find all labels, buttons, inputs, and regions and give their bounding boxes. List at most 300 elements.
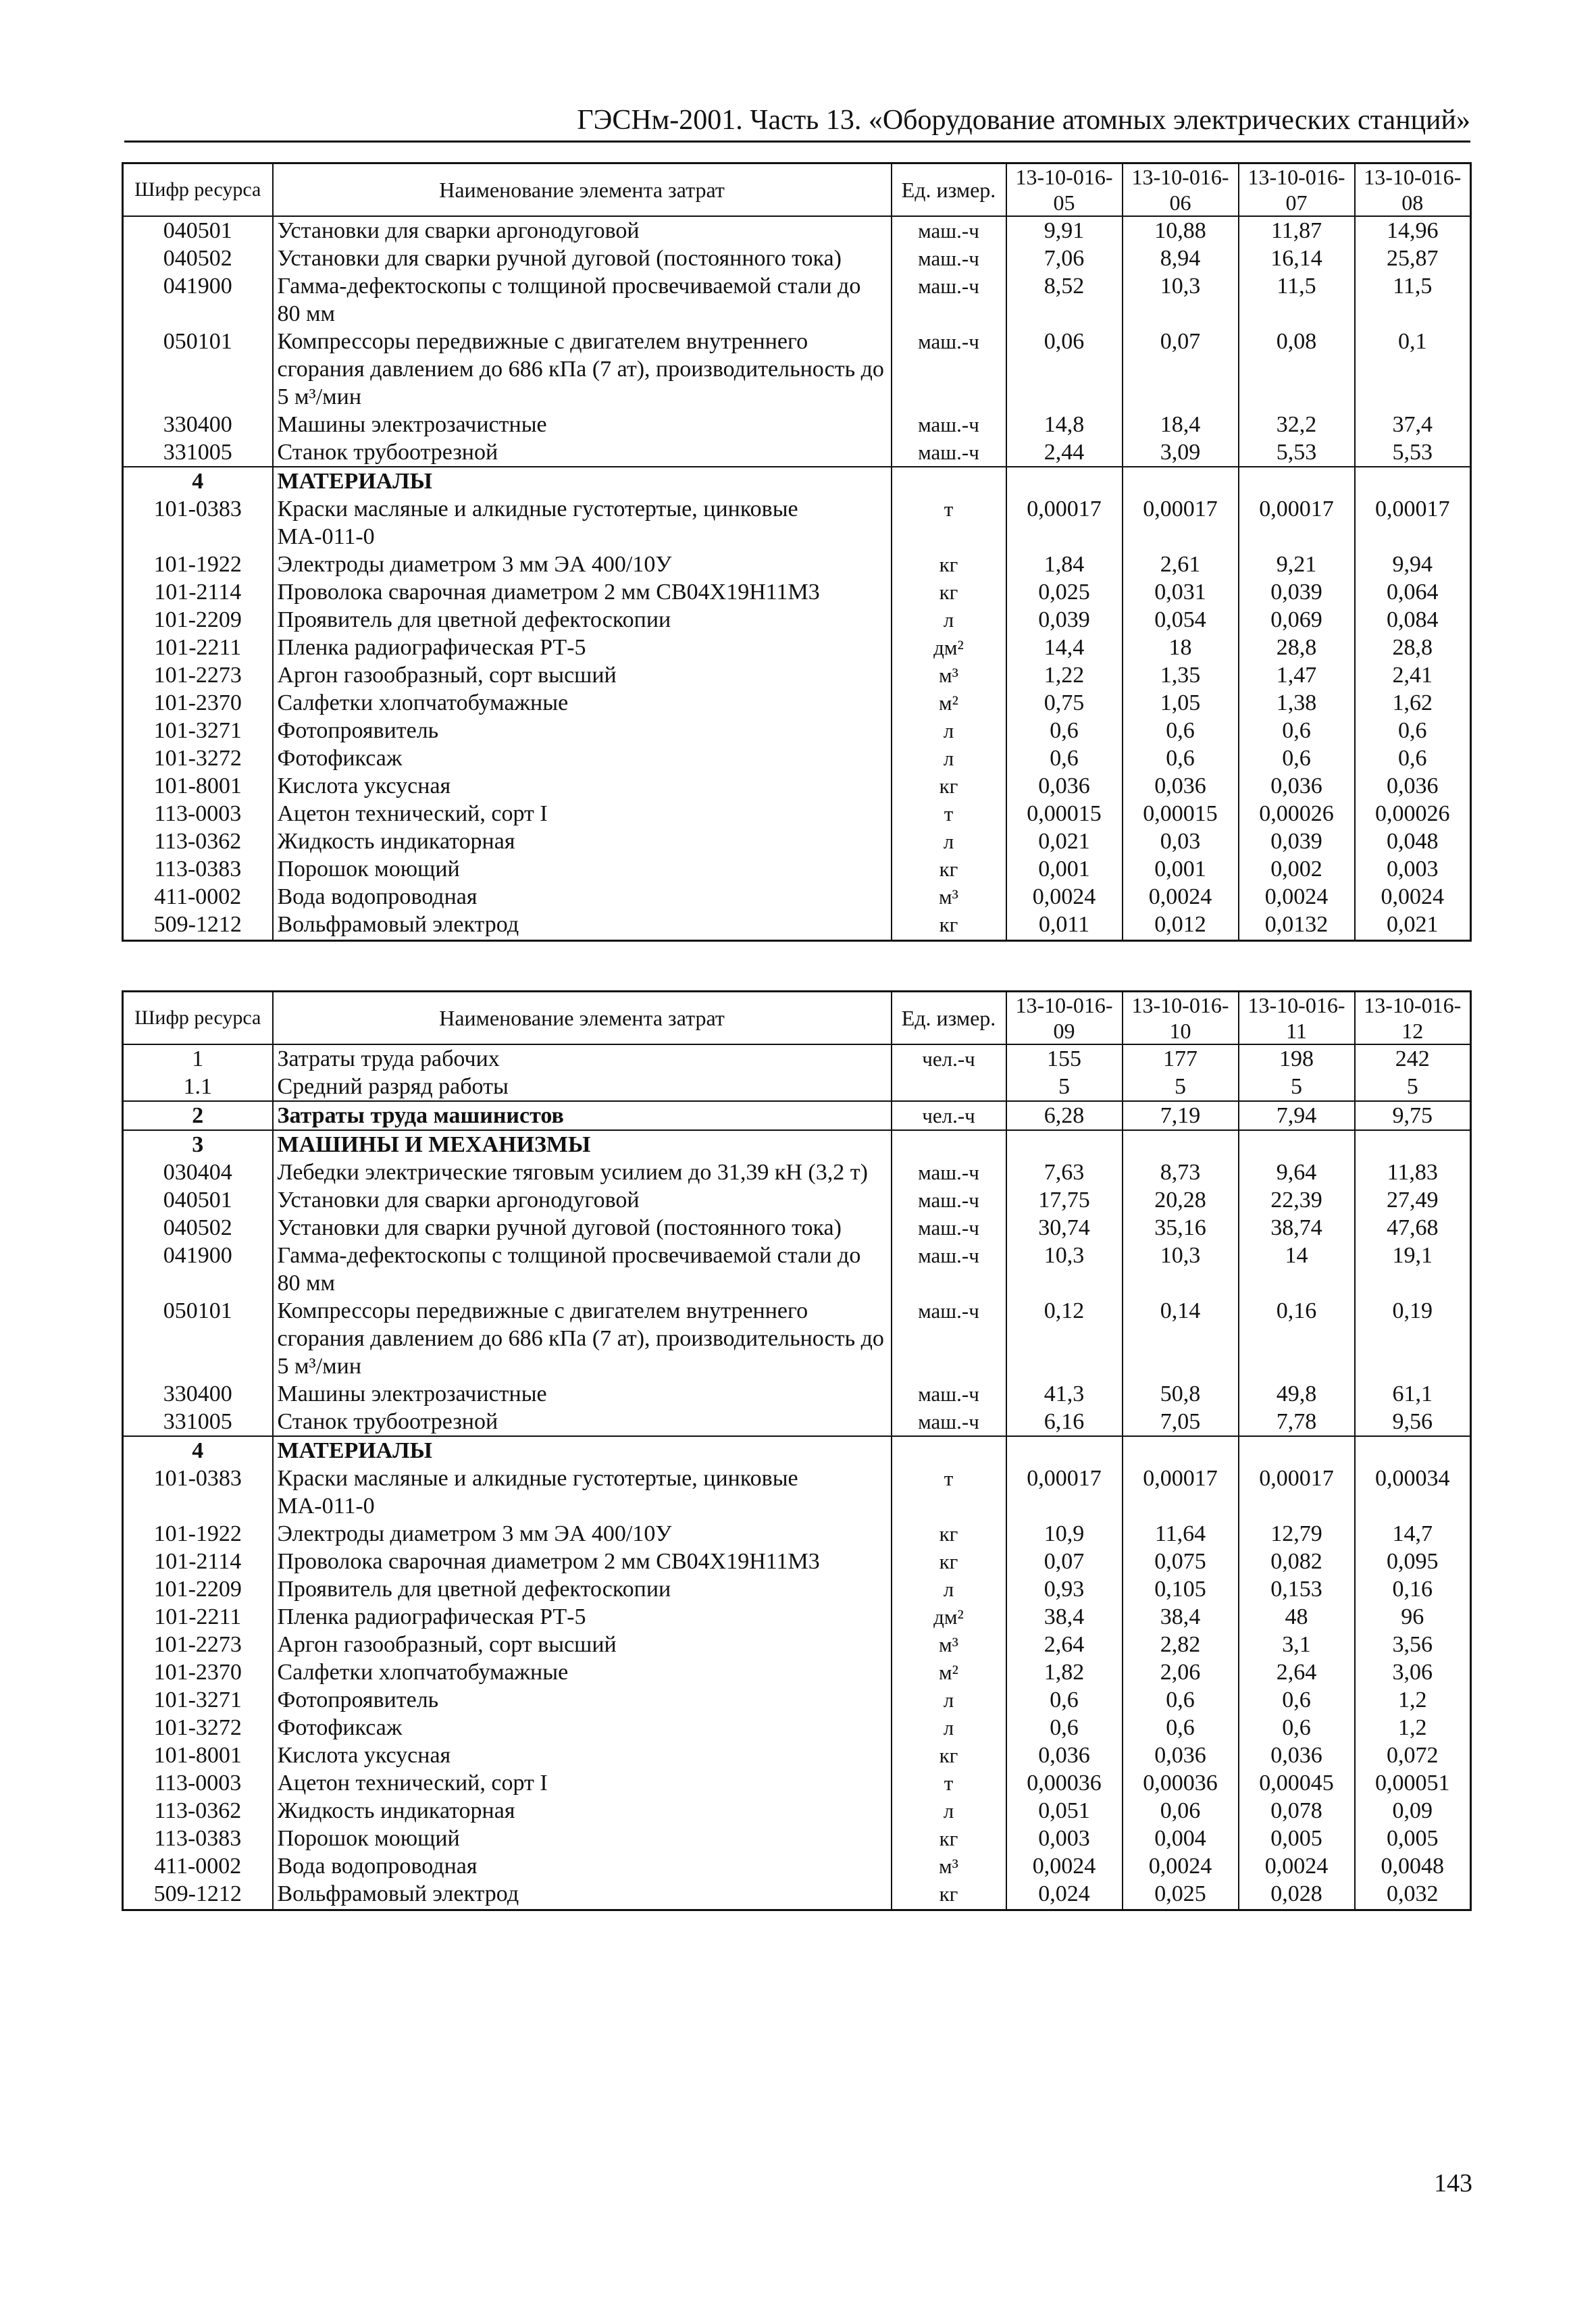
unit-cell: л bbox=[892, 1714, 1006, 1742]
value-cell: 0,025 bbox=[1006, 578, 1123, 606]
value-cell: 0,00036 bbox=[1006, 1769, 1123, 1797]
value-cell: 0,19 bbox=[1355, 1297, 1471, 1380]
value-cell bbox=[1123, 1130, 1239, 1159]
resource-name-cell: Проволока сварочная диаметром 2 мм СВ04Х19Н11М3 bbox=[273, 1548, 892, 1575]
table-header bbox=[123, 163, 1471, 217]
resource-name-cell: Лебедки электрические тяговым усилием до 31,39 кН (3,2 т) bbox=[273, 1159, 892, 1186]
value-cell: 2,82 bbox=[1123, 1631, 1239, 1658]
value-cell: 38,4 bbox=[1006, 1603, 1123, 1631]
resource-name-cell: Компрессоры передвижные с двигателем внутреннего сгорания давлением до 686 кПа (7 ат), производительность до 5 м³/мин bbox=[273, 328, 892, 411]
unit-cell: м³ bbox=[892, 883, 1006, 911]
resource-name-cell: Порошок моющий bbox=[273, 1825, 892, 1852]
value-cell: 0,0024 bbox=[1123, 1852, 1239, 1880]
value-cell: 8,94 bbox=[1123, 245, 1239, 272]
value-cell: 2,41 bbox=[1355, 661, 1471, 689]
unit-cell: маш.-ч bbox=[892, 1297, 1006, 1380]
value-cell: 0,00026 bbox=[1355, 800, 1471, 828]
value-cell: 0,00034 bbox=[1355, 1465, 1471, 1520]
value-cell: 0,00017 bbox=[1355, 495, 1471, 551]
value-cell: 7,63 bbox=[1006, 1159, 1123, 1186]
column-header-name: Наименование элемента затрат bbox=[273, 992, 892, 1045]
value-cell: 10,88 bbox=[1123, 216, 1239, 245]
resource-code-cell: 101-2370 bbox=[123, 1658, 273, 1686]
unit-cell: маш.-ч bbox=[892, 245, 1006, 272]
table-row bbox=[123, 551, 1471, 578]
table-row bbox=[123, 245, 1471, 272]
value-cell: 0,0132 bbox=[1239, 911, 1355, 941]
resource-name-cell: Машины электрозачистные bbox=[273, 1380, 892, 1408]
value-cell: 0,00017 bbox=[1239, 1465, 1355, 1520]
resource-code-cell: 113-0362 bbox=[123, 1797, 273, 1825]
resource-code-cell: 3 bbox=[123, 1130, 273, 1159]
resource-code-cell: 101-8001 bbox=[123, 772, 273, 800]
value-cell: 25,87 bbox=[1355, 245, 1471, 272]
table-row bbox=[123, 744, 1471, 772]
unit-cell: т bbox=[892, 800, 1006, 828]
resource-code-cell: 331005 bbox=[123, 438, 273, 467]
resource-code-cell: 030404 bbox=[123, 1159, 273, 1186]
value-cell: 22,39 bbox=[1239, 1186, 1355, 1214]
value-cell: 5 bbox=[1355, 1073, 1471, 1101]
table-row bbox=[123, 1130, 1471, 1159]
resource-name-cell: Аргон газообразный, сорт высший bbox=[273, 1631, 892, 1658]
resource-code-cell: 113-0003 bbox=[123, 800, 273, 828]
value-cell: 0,6 bbox=[1355, 717, 1471, 744]
value-cell: 0,036 bbox=[1355, 772, 1471, 800]
resource-code-cell: 040502 bbox=[123, 1214, 273, 1242]
value-cell: 1,2 bbox=[1355, 1686, 1471, 1714]
value-cell: 0,09 bbox=[1355, 1797, 1471, 1825]
resource-code-cell: 040502 bbox=[123, 245, 273, 272]
value-cell: 0,025 bbox=[1123, 1880, 1239, 1910]
value-cell: 0,011 bbox=[1006, 911, 1123, 941]
table-row bbox=[123, 1214, 1471, 1242]
unit-cell: маш.-ч bbox=[892, 411, 1006, 438]
value-cell: 1,62 bbox=[1355, 689, 1471, 717]
resource-name-cell: Установки для сварки аргонодуговой bbox=[273, 1186, 892, 1214]
resource-name-cell: Проволока сварочная диаметром 2 мм СВ04Х19Н11М3 bbox=[273, 578, 892, 606]
table-row bbox=[123, 1044, 1471, 1073]
value-cell: 0,75 bbox=[1006, 689, 1123, 717]
resource-name-cell: Гамма-дефектоскопы с толщиной просвечиваемой стали до 80 мм bbox=[273, 272, 892, 328]
resource-code-cell: 101-8001 bbox=[123, 1742, 273, 1769]
value-cell: 0,00015 bbox=[1006, 800, 1123, 828]
table-row bbox=[123, 328, 1471, 411]
value-cell: 0,004 bbox=[1123, 1825, 1239, 1852]
column-header-norm: 13-10-016-09 bbox=[1006, 992, 1123, 1045]
unit-cell: кг bbox=[892, 911, 1006, 941]
resource-name-cell: Пленка радиографическая РТ-5 bbox=[273, 1603, 892, 1631]
value-cell: 0,6 bbox=[1123, 717, 1239, 744]
value-cell: 155 bbox=[1006, 1044, 1123, 1073]
document-title: ГЭСНм-2001. Часть 13. «Оборудование атомных электрических станций» bbox=[577, 105, 1470, 136]
value-cell: 35,16 bbox=[1123, 1214, 1239, 1242]
resource-code-cell: 101-0383 bbox=[123, 1465, 273, 1520]
value-cell: 14,7 bbox=[1355, 1520, 1471, 1548]
resource-name-cell: Жидкость индикаторная bbox=[273, 828, 892, 855]
value-cell: 14,8 bbox=[1006, 411, 1123, 438]
resource-code-cell: 101-2211 bbox=[123, 634, 273, 661]
unit-cell: м² bbox=[892, 689, 1006, 717]
unit-cell: чел.-ч bbox=[892, 1044, 1006, 1073]
value-cell: 0,07 bbox=[1006, 1548, 1123, 1575]
table-row bbox=[123, 1101, 1471, 1130]
value-cell: 14 bbox=[1239, 1242, 1355, 1297]
table-row bbox=[123, 438, 1471, 467]
resource-name-cell: Проявитель для цветной дефектоскопии bbox=[273, 1575, 892, 1603]
value-cell: 10,3 bbox=[1123, 272, 1239, 328]
column-header-unit: Ед. измер. bbox=[892, 163, 1006, 217]
table-row bbox=[123, 1880, 1471, 1910]
table-row bbox=[123, 1297, 1471, 1380]
resource-name-cell: Затраты труда машинистов bbox=[273, 1101, 892, 1130]
value-cell: 96 bbox=[1355, 1603, 1471, 1631]
resource-code-cell: 331005 bbox=[123, 1408, 273, 1436]
resource-name-cell: Средний разряд работы bbox=[273, 1073, 892, 1101]
resource-code-cell: 4 bbox=[123, 1436, 273, 1465]
value-cell: 0,12 bbox=[1006, 1297, 1123, 1380]
unit-cell: кг bbox=[892, 551, 1006, 578]
value-cell: 0,14 bbox=[1123, 1297, 1239, 1380]
resource-code-cell: 040501 bbox=[123, 216, 273, 245]
value-cell: 16,14 bbox=[1239, 245, 1355, 272]
unit-cell: м³ bbox=[892, 1852, 1006, 1880]
unit-cell: л bbox=[892, 1686, 1006, 1714]
value-cell: 14,4 bbox=[1006, 634, 1123, 661]
value-cell: 17,75 bbox=[1006, 1186, 1123, 1214]
unit-cell: кг bbox=[892, 1880, 1006, 1910]
value-cell: 0,078 bbox=[1239, 1797, 1355, 1825]
unit-cell: маш.-ч bbox=[892, 1408, 1006, 1436]
table-row bbox=[123, 606, 1471, 634]
value-cell: 0,6 bbox=[1006, 744, 1123, 772]
table-row bbox=[123, 1242, 1471, 1297]
value-cell bbox=[1355, 467, 1471, 495]
value-cell: 2,64 bbox=[1239, 1658, 1355, 1686]
value-cell: 0,0024 bbox=[1006, 1852, 1123, 1880]
value-cell bbox=[1355, 1130, 1471, 1159]
resource-name-cell: Аргон газообразный, сорт высший bbox=[273, 661, 892, 689]
value-cell: 0,6 bbox=[1006, 1714, 1123, 1742]
unit-cell: т bbox=[892, 495, 1006, 551]
unit-cell: маш.-ч bbox=[892, 1186, 1006, 1214]
resource-name-cell: Фотофиксаж bbox=[273, 744, 892, 772]
value-cell: 0,06 bbox=[1123, 1797, 1239, 1825]
unit-cell: маш.-ч bbox=[892, 1159, 1006, 1186]
value-cell: 11,5 bbox=[1355, 272, 1471, 328]
resource-name-cell: Пленка радиографическая РТ-5 bbox=[273, 634, 892, 661]
value-cell: 0,6 bbox=[1123, 1714, 1239, 1742]
value-cell: 5,53 bbox=[1355, 438, 1471, 467]
value-cell: 3,1 bbox=[1239, 1631, 1355, 1658]
value-cell: 0,021 bbox=[1006, 828, 1123, 855]
value-cell: 1,47 bbox=[1239, 661, 1355, 689]
value-cell: 0,032 bbox=[1355, 1880, 1471, 1910]
table-row bbox=[123, 411, 1471, 438]
value-cell: 0,039 bbox=[1006, 606, 1123, 634]
value-cell: 10,3 bbox=[1006, 1242, 1123, 1297]
table-row bbox=[123, 1159, 1471, 1186]
value-cell: 0,036 bbox=[1239, 772, 1355, 800]
value-cell: 49,8 bbox=[1239, 1380, 1355, 1408]
resource-code-cell: 101-1922 bbox=[123, 1520, 273, 1548]
table-row bbox=[123, 1631, 1471, 1658]
value-cell: 0,00017 bbox=[1006, 495, 1123, 551]
value-cell: 1,05 bbox=[1123, 689, 1239, 717]
table-row bbox=[123, 1436, 1471, 1465]
resource-code-cell: 041900 bbox=[123, 1242, 273, 1297]
value-cell: 28,8 bbox=[1239, 634, 1355, 661]
unit-cell: кг bbox=[892, 1548, 1006, 1575]
resource-code-cell: 101-2209 bbox=[123, 606, 273, 634]
value-cell: 2,64 bbox=[1006, 1631, 1123, 1658]
value-cell: 3,56 bbox=[1355, 1631, 1471, 1658]
value-cell: 0,0024 bbox=[1355, 883, 1471, 911]
value-cell: 0,005 bbox=[1355, 1825, 1471, 1852]
value-cell: 28,8 bbox=[1355, 634, 1471, 661]
value-cell: 0,00017 bbox=[1239, 495, 1355, 551]
unit-cell: маш.-ч bbox=[892, 328, 1006, 411]
unit-cell: маш.-ч bbox=[892, 438, 1006, 467]
unit-cell: м³ bbox=[892, 661, 1006, 689]
value-cell: 0,07 bbox=[1123, 328, 1239, 411]
value-cell: 41,3 bbox=[1006, 1380, 1123, 1408]
resource-name-cell: Жидкость индикаторная bbox=[273, 1797, 892, 1825]
value-cell: 0,039 bbox=[1239, 828, 1355, 855]
resource-code-cell: 1.1 bbox=[123, 1073, 273, 1101]
table-row bbox=[123, 661, 1471, 689]
value-cell bbox=[1239, 467, 1355, 495]
value-cell: 7,19 bbox=[1123, 1101, 1239, 1130]
resource-name-cell: Электроды диаметром 3 мм ЭА 400/10У bbox=[273, 551, 892, 578]
value-cell: 0,036 bbox=[1006, 772, 1123, 800]
resource-name-cell: Машины электрозачистные bbox=[273, 411, 892, 438]
resource-name-cell: Кислота уксусная bbox=[273, 1742, 892, 1769]
resource-code-cell: 411-0002 bbox=[123, 1852, 273, 1880]
unit-cell: чел.-ч bbox=[892, 1101, 1006, 1130]
resource-code-cell: 330400 bbox=[123, 411, 273, 438]
resource-code-cell: 411-0002 bbox=[123, 883, 273, 911]
resource-name-cell: Фотопроявитель bbox=[273, 717, 892, 744]
resource-code-cell: 509-1212 bbox=[123, 911, 273, 941]
value-cell: 177 bbox=[1123, 1044, 1239, 1073]
table-row bbox=[123, 495, 1471, 551]
value-cell: 0,08 bbox=[1239, 328, 1355, 411]
resource-code-cell: 101-2273 bbox=[123, 661, 273, 689]
table-row bbox=[123, 855, 1471, 883]
value-cell: 7,94 bbox=[1239, 1101, 1355, 1130]
value-cell: 9,21 bbox=[1239, 551, 1355, 578]
value-cell: 0,6 bbox=[1006, 1686, 1123, 1714]
value-cell: 0,0048 bbox=[1355, 1852, 1471, 1880]
unit-cell: кг bbox=[892, 855, 1006, 883]
value-cell: 0,005 bbox=[1239, 1825, 1355, 1852]
value-cell: 11,83 bbox=[1355, 1159, 1471, 1186]
resource-code-cell: 101-2370 bbox=[123, 689, 273, 717]
value-cell: 18,4 bbox=[1123, 411, 1239, 438]
value-cell: 18 bbox=[1123, 634, 1239, 661]
unit-cell bbox=[892, 467, 1006, 495]
value-cell: 0,021 bbox=[1355, 911, 1471, 941]
table-row bbox=[123, 1742, 1471, 1769]
unit-cell: м³ bbox=[892, 1631, 1006, 1658]
column-header-norm: 13-10-016-06 bbox=[1123, 163, 1239, 217]
value-cell: 0,036 bbox=[1123, 1742, 1239, 1769]
value-cell: 0,6 bbox=[1006, 717, 1123, 744]
resource-code-cell: 101-2209 bbox=[123, 1575, 273, 1603]
value-cell: 0,00036 bbox=[1123, 1769, 1239, 1797]
table-row bbox=[123, 1852, 1471, 1880]
value-cell: 0,6 bbox=[1123, 744, 1239, 772]
unit-cell: л bbox=[892, 1575, 1006, 1603]
value-cell: 0,001 bbox=[1006, 855, 1123, 883]
value-cell: 0,93 bbox=[1006, 1575, 1123, 1603]
value-cell: 0,051 bbox=[1006, 1797, 1123, 1825]
value-cell: 0,082 bbox=[1239, 1548, 1355, 1575]
value-cell: 9,56 bbox=[1355, 1408, 1471, 1436]
unit-cell bbox=[892, 1436, 1006, 1465]
value-cell: 7,06 bbox=[1006, 245, 1123, 272]
value-cell: 0,1 bbox=[1355, 328, 1471, 411]
resource-name-cell: Салфетки хлопчатобумажные bbox=[273, 689, 892, 717]
value-cell: 5,53 bbox=[1239, 438, 1355, 467]
value-cell: 0,06 bbox=[1006, 328, 1123, 411]
value-cell: 9,64 bbox=[1239, 1159, 1355, 1186]
unit-cell: кг bbox=[892, 1520, 1006, 1548]
value-cell: 242 bbox=[1355, 1044, 1471, 1073]
value-cell: 1,38 bbox=[1239, 689, 1355, 717]
value-cell bbox=[1355, 1436, 1471, 1465]
page-number: 143 bbox=[1434, 2169, 1472, 2197]
value-cell: 0,002 bbox=[1239, 855, 1355, 883]
table-header bbox=[123, 992, 1471, 1045]
value-cell: 198 bbox=[1239, 1044, 1355, 1073]
table-row bbox=[123, 578, 1471, 606]
resource-name-cell: Фотопроявитель bbox=[273, 1686, 892, 1714]
resource-name-cell: Компрессоры передвижные с двигателем внутреннего сгорания давлением до 686 кПа (7 ат), производительность до 5 м³/мин bbox=[273, 1297, 892, 1380]
unit-cell: маш.-ч bbox=[892, 1242, 1006, 1297]
unit-cell: кг bbox=[892, 578, 1006, 606]
unit-cell: л bbox=[892, 1797, 1006, 1825]
value-cell: 0,6 bbox=[1239, 717, 1355, 744]
unit-cell: т bbox=[892, 1465, 1006, 1520]
value-cell: 0,012 bbox=[1123, 911, 1239, 941]
resource-code-cell: 101-2114 bbox=[123, 1548, 273, 1575]
value-cell: 5 bbox=[1239, 1073, 1355, 1101]
table-row bbox=[123, 1408, 1471, 1436]
value-cell: 0,095 bbox=[1355, 1548, 1471, 1575]
value-cell: 0,069 bbox=[1239, 606, 1355, 634]
table-row bbox=[123, 634, 1471, 661]
resource-name-cell: Краски масляные и алкидные густотертые, цинковые МА-011-0 bbox=[273, 495, 892, 551]
value-cell: 20,28 bbox=[1123, 1186, 1239, 1214]
table-row bbox=[123, 216, 1471, 245]
value-cell: 0,036 bbox=[1123, 772, 1239, 800]
value-cell: 0,001 bbox=[1123, 855, 1239, 883]
table-row bbox=[123, 1686, 1471, 1714]
resource-name-cell: Фотофиксаж bbox=[273, 1714, 892, 1742]
resource-code-cell: 101-2114 bbox=[123, 578, 273, 606]
value-cell: 1,22 bbox=[1006, 661, 1123, 689]
unit-cell bbox=[892, 1073, 1006, 1101]
resource-code-cell: 101-3271 bbox=[123, 717, 273, 744]
value-cell bbox=[1239, 1130, 1355, 1159]
resource-code-cell: 040501 bbox=[123, 1186, 273, 1214]
value-cell: 38,4 bbox=[1123, 1603, 1239, 1631]
value-cell: 0,0024 bbox=[1239, 883, 1355, 911]
resource-name-cell: Установки для сварки ручной дуговой (постоянного тока) bbox=[273, 1214, 892, 1242]
value-cell: 6,28 bbox=[1006, 1101, 1123, 1130]
value-cell: 0,072 bbox=[1355, 1742, 1471, 1769]
table-row bbox=[123, 1825, 1471, 1852]
resource-name-cell: Ацетон технический, сорт I bbox=[273, 800, 892, 828]
value-cell: 0,048 bbox=[1355, 828, 1471, 855]
value-cell: 0,075 bbox=[1123, 1548, 1239, 1575]
table-body bbox=[123, 216, 1471, 941]
value-cell: 0,153 bbox=[1239, 1575, 1355, 1603]
unit-cell: маш.-ч bbox=[892, 216, 1006, 245]
value-cell: 3,06 bbox=[1355, 1658, 1471, 1686]
resource-code-cell: 101-3272 bbox=[123, 1714, 273, 1742]
unit-cell: маш.-ч bbox=[892, 272, 1006, 328]
column-header-norm: 13-10-016-12 bbox=[1355, 992, 1471, 1045]
value-cell: 7,05 bbox=[1123, 1408, 1239, 1436]
value-cell: 0,0024 bbox=[1006, 883, 1123, 911]
resource-name-cell: Станок трубоотрезной bbox=[273, 1408, 892, 1436]
unit-cell: м² bbox=[892, 1658, 1006, 1686]
value-cell: 2,06 bbox=[1123, 1658, 1239, 1686]
value-cell: 50,8 bbox=[1123, 1380, 1239, 1408]
table-row bbox=[123, 911, 1471, 941]
table-row bbox=[123, 1520, 1471, 1548]
value-cell: 0,6 bbox=[1239, 1714, 1355, 1742]
table-row bbox=[123, 1797, 1471, 1825]
table-row bbox=[123, 1073, 1471, 1101]
table-row bbox=[123, 1658, 1471, 1686]
resource-code-cell: 101-3271 bbox=[123, 1686, 273, 1714]
value-cell: 0,00017 bbox=[1006, 1465, 1123, 1520]
value-cell: 0,003 bbox=[1355, 855, 1471, 883]
value-cell: 14,96 bbox=[1355, 216, 1471, 245]
resource-name-cell: МАШИНЫ И МЕХАНИЗМЫ bbox=[273, 1130, 892, 1159]
table-row bbox=[123, 883, 1471, 911]
value-cell: 8,52 bbox=[1006, 272, 1123, 328]
value-cell: 0,00015 bbox=[1123, 800, 1239, 828]
value-cell: 0,00045 bbox=[1239, 1769, 1355, 1797]
column-header-norm: 13-10-016-10 bbox=[1123, 992, 1239, 1045]
table-row bbox=[123, 1769, 1471, 1797]
resource-code-cell: 041900 bbox=[123, 272, 273, 328]
unit-cell: т bbox=[892, 1769, 1006, 1797]
value-cell: 9,94 bbox=[1355, 551, 1471, 578]
table-row bbox=[123, 1714, 1471, 1742]
value-cell: 0,6 bbox=[1239, 744, 1355, 772]
value-cell: 0,0024 bbox=[1239, 1852, 1355, 1880]
value-cell: 5 bbox=[1123, 1073, 1239, 1101]
value-cell: 1,2 bbox=[1355, 1714, 1471, 1742]
value-cell: 61,1 bbox=[1355, 1380, 1471, 1408]
value-cell: 0,064 bbox=[1355, 578, 1471, 606]
value-cell: 3,09 bbox=[1123, 438, 1239, 467]
value-cell: 1,82 bbox=[1006, 1658, 1123, 1686]
unit-cell: кг bbox=[892, 772, 1006, 800]
value-cell bbox=[1123, 1436, 1239, 1465]
value-cell: 32,2 bbox=[1239, 411, 1355, 438]
value-cell: 0,00051 bbox=[1355, 1769, 1471, 1797]
resource-code-cell: 101-2273 bbox=[123, 1631, 273, 1658]
resource-name-cell: Вода водопроводная bbox=[273, 1852, 892, 1880]
table-row bbox=[123, 1575, 1471, 1603]
